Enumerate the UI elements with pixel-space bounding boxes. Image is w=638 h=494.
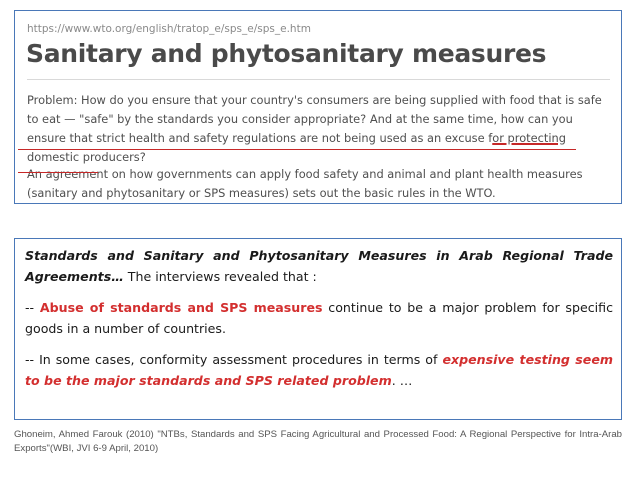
- agreement-line-1: An agreement on how governments can apply food safety and animal and plant health measures: [27, 167, 583, 181]
- point-1-highlight: Abuse of standards and SPS measures: [39, 300, 323, 315]
- point-1-rest: continue to be a major problem for specific goods in a number of countries.: [25, 300, 613, 336]
- problem-line-4: domestic producers?: [27, 150, 146, 164]
- page-url: https://www.wto.org/english/tratop_e/sps_e/sps_e.htm: [27, 23, 311, 35]
- annotation-line-short: [18, 172, 98, 173]
- problem-paragraph: [27, 91, 617, 167]
- quote-heading: Standards and Sanitary and Phytosanitary Measures in Arab Regional Trade Agreements…: [25, 248, 613, 284]
- quote-point-1: [25, 297, 613, 339]
- underlined-protecting: or protecting: [492, 131, 566, 145]
- title-divider: [27, 79, 610, 80]
- agreement-paragraph: [27, 165, 617, 203]
- quote-intro: [25, 245, 613, 287]
- citation: Ghoneim, Ahmed Farouk (2010) "NTBs, Standards and SPS Facing Agricultural and Processed Food: A Regional Perspective for Intra-Arab Exports"(WBI, JVI 6-9 April, 2010): [14, 429, 622, 454]
- problem-line-2: to eat — "safe" by the standards you consider appropriate? And at the same time, how can you: [27, 112, 573, 126]
- point-2-highlight: expensive testing seem to be the major standards and SPS related problem: [25, 352, 613, 388]
- page-title: Sanitary and phytosanitary measures: [26, 39, 547, 68]
- quote-content: [25, 245, 613, 401]
- annotation-line-long: [18, 149, 576, 150]
- quote-intro-text: The interviews revealed that :: [123, 269, 317, 284]
- problem-line-1: Problem: How do you ensure that your country's consumers are being supplied with food that is safe: [27, 93, 602, 107]
- agreement-line-2: (sanitary and phytosanitary or SPS measures) sets out the basic rules in the WTO.: [27, 186, 496, 200]
- wto-excerpt-screenshot: [14, 10, 622, 204]
- point-2-rest: . …: [391, 373, 413, 388]
- quote-box: [14, 238, 622, 420]
- quote-point-2: [25, 349, 613, 391]
- point-2-prefix: -- In some cases, conformity assessment procedures in terms of: [25, 352, 443, 367]
- problem-line-3-start: ensure that strict health and safety regulations are not being used as an excuse f: [27, 131, 493, 145]
- point-1-prefix: --: [25, 300, 40, 315]
- problem-line-3: [27, 129, 617, 148]
